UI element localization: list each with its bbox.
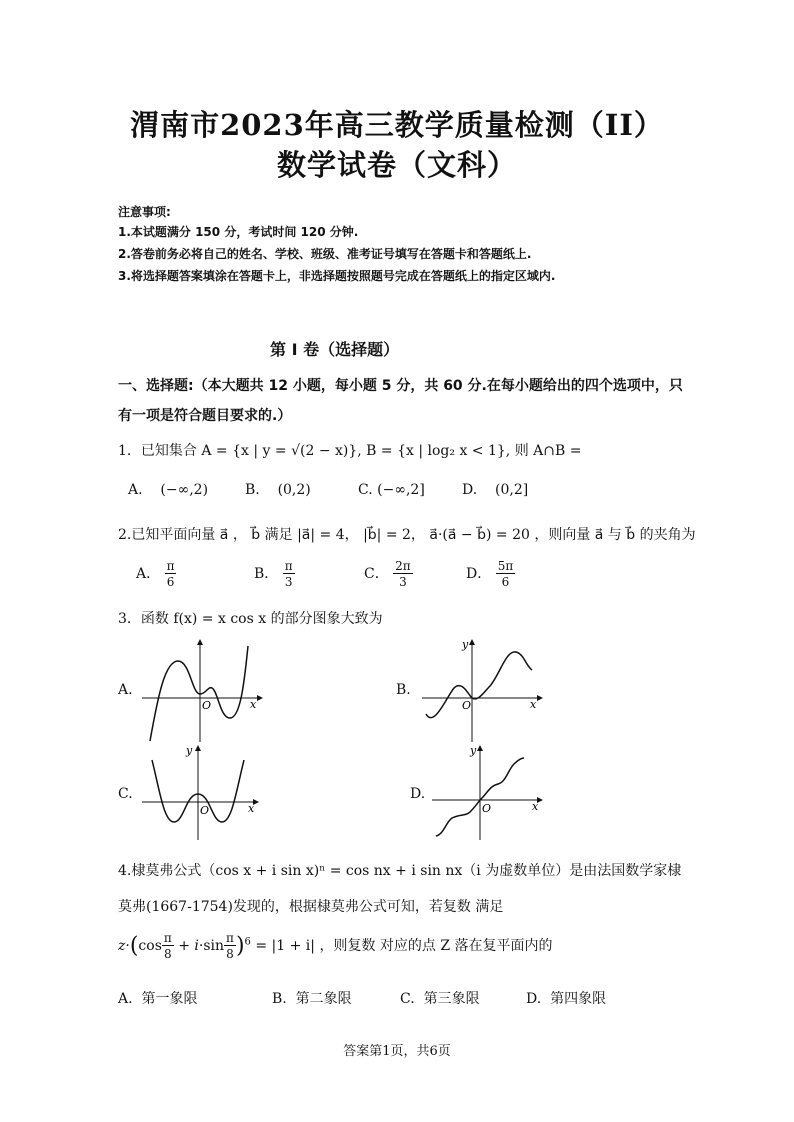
q4-option-d: [526, 988, 606, 1008]
origin-label: O: [482, 802, 492, 815]
q1-option-a: [128, 482, 208, 498]
q2-option-b: [254, 560, 295, 588]
q4-option-c-label: C.: [400, 991, 415, 1007]
q4-line3-tail: = |1 + i| ，则复数 对应的点 Z 落在复平面内的: [255, 938, 553, 954]
q2-b-den: 3: [284, 575, 293, 589]
curve-b: [426, 652, 532, 718]
question-4-line2: 莫弗(1667-1754)发现的，根据棣莫弗公式可知，若复数 满足: [118, 899, 504, 915]
x-label: x: [248, 802, 255, 815]
q3-option-c-label: C.: [118, 786, 133, 802]
question-4-line3: z·(cos $\frac{\pi}{8}$ + i·sin $\frac{\pi}{8}$ )$^6$ = |1 + i| ，则复数 对应的点 Z 落在复平面内的: [118, 931, 553, 961]
curve-a: [150, 646, 248, 741]
q3-graph-a: [140, 636, 270, 744]
q2-option-b-fraction: [283, 560, 295, 588]
question-4-line1: 4.棣莫弗公式（cos x + i sin x)ⁿ = cos nx + i sin nx（i 为虚数单位）是由法国数学家棣: [118, 863, 682, 879]
q4-frac2-num: π: [226, 931, 234, 945]
question-1-text-a: 已知集合: [140, 443, 197, 459]
q3-graph-d: [430, 742, 550, 842]
y-label: y: [462, 638, 469, 651]
q1-option-b-label: B.: [245, 482, 260, 498]
x-label: x: [532, 800, 539, 813]
q2-option-a-label: A．: [136, 566, 161, 582]
notice-item-2: 2.答卷前务必将自己的姓名、学校、班级、准考证号填写在答题卡和答题纸上.: [118, 247, 532, 261]
notice-item-1: 1.本试题满分 150 分，考试时间 120 分钟.: [118, 225, 359, 239]
q2-d-num: 5π: [497, 559, 514, 573]
q2-a-den: 6: [166, 575, 175, 589]
q1-option-c-label: C.: [358, 482, 373, 498]
q2-option-a: [136, 560, 176, 588]
q4-exponent: 6: [244, 936, 251, 948]
q3-option-b-label: B.: [396, 682, 411, 698]
q2-c-den: 3: [399, 575, 407, 589]
q1-option-d-value: (0,2]: [495, 482, 529, 498]
question-1-comma: ,: [357, 443, 362, 459]
q4-z-dot: z·: [118, 938, 130, 954]
q1-option-c: [358, 482, 425, 498]
q2-d-den: 6: [501, 575, 510, 589]
q4-frac2-den: 8: [226, 947, 234, 961]
origin-label: O: [200, 804, 210, 817]
page-subtitle: 数学试卷（文科）: [276, 148, 517, 182]
q2-b-num: π: [284, 559, 293, 573]
q3-option-d-label: D.: [410, 786, 426, 802]
q4-option-c: [400, 988, 480, 1008]
section-intro-line1: 一、选择题:（本大题共 12 小题，每小题 5 分，共 60 分.在每小题给出的四个选项中，只: [118, 378, 683, 394]
q4-option-d-label: D.: [526, 991, 542, 1007]
q1-option-d-label: D.: [462, 482, 478, 498]
question-1-number: 1．: [118, 443, 141, 459]
q4-frac1-num: π: [163, 931, 172, 945]
q2-option-c-fraction: [393, 560, 413, 588]
q1-option-d: [462, 482, 528, 498]
page-footer: 答案第1页，共6页: [343, 1044, 451, 1059]
question-1-set-a: A = {x | y = √(2 − x)}: [201, 443, 358, 459]
q1-option-a-value: (−∞,2): [160, 482, 209, 498]
y-label: y: [470, 744, 477, 757]
section-intro-line2: 有一项是符合题目要求的.）: [118, 408, 292, 424]
q4-option-b-text: 第二象限: [295, 991, 352, 1007]
q1-option-c-value: (−∞,2]: [377, 482, 425, 498]
q2-option-d: [466, 560, 515, 588]
q2-option-d-fraction: [496, 560, 516, 588]
q1-option-b-value: (0,2): [277, 482, 311, 498]
q2-option-c-label: C．: [364, 566, 389, 582]
q2-a-num: π: [166, 559, 175, 573]
y-label: y: [186, 744, 193, 757]
question-1-text-b: , 则 A∩B =: [505, 443, 582, 459]
q2-option-a-fraction: [165, 560, 177, 588]
q1-option-b: [245, 482, 311, 498]
q4-option-b-label: B.: [272, 991, 287, 1007]
question-1-set-b: B = {x | log₂ x < 1}: [366, 443, 506, 459]
origin-label: O: [462, 699, 472, 712]
q2-option-d-label: D．: [466, 566, 492, 582]
x-label: x: [530, 698, 537, 711]
q2-option-b-label: B．: [254, 566, 279, 582]
q2-c-num: 2π: [395, 559, 411, 573]
q4-option-c-text: 第三象限: [423, 991, 480, 1007]
q1-option-a-label: A.: [128, 482, 143, 498]
q4-option-a-text: 第一象限: [141, 991, 198, 1007]
question-3: 3．函数 f(x) = x cos x 的部分图象大致为: [118, 611, 383, 627]
page-title: 渭南市2023年高三教学质量检测（II）: [130, 108, 664, 142]
q2-option-c: [364, 560, 413, 588]
q4-frac1-den: 8: [164, 947, 172, 961]
q3-graph-b: [420, 636, 550, 744]
origin-label: O: [202, 699, 212, 712]
x-label: x: [250, 698, 257, 711]
q3-option-a-label: A.: [118, 682, 133, 698]
section-title: 第 I 卷（选择题）: [270, 340, 400, 359]
notice-item-3: 3.将选择题答案填涂在答题卡上，非选择题按照题号完成在答题纸上的指定区域内.: [118, 269, 556, 283]
q4-option-d-text: 第四象限: [550, 991, 607, 1007]
question-1: [118, 440, 581, 460]
q4-option-a-label: A.: [118, 991, 133, 1007]
question-2: 2.已知平面向量 a⃗ ， b⃗ 满足 |a⃗| = 4， |b⃗| = 2， a⃗·(a⃗ − b⃗) = 20 ，则向量 a⃗ 与 b⃗ 的夹角为: [118, 527, 696, 543]
q4-option-b: [272, 988, 352, 1008]
notice-heading: 注意事项:: [118, 205, 171, 219]
q4-option-a: [118, 988, 197, 1008]
q3-graph-c: [140, 742, 270, 842]
